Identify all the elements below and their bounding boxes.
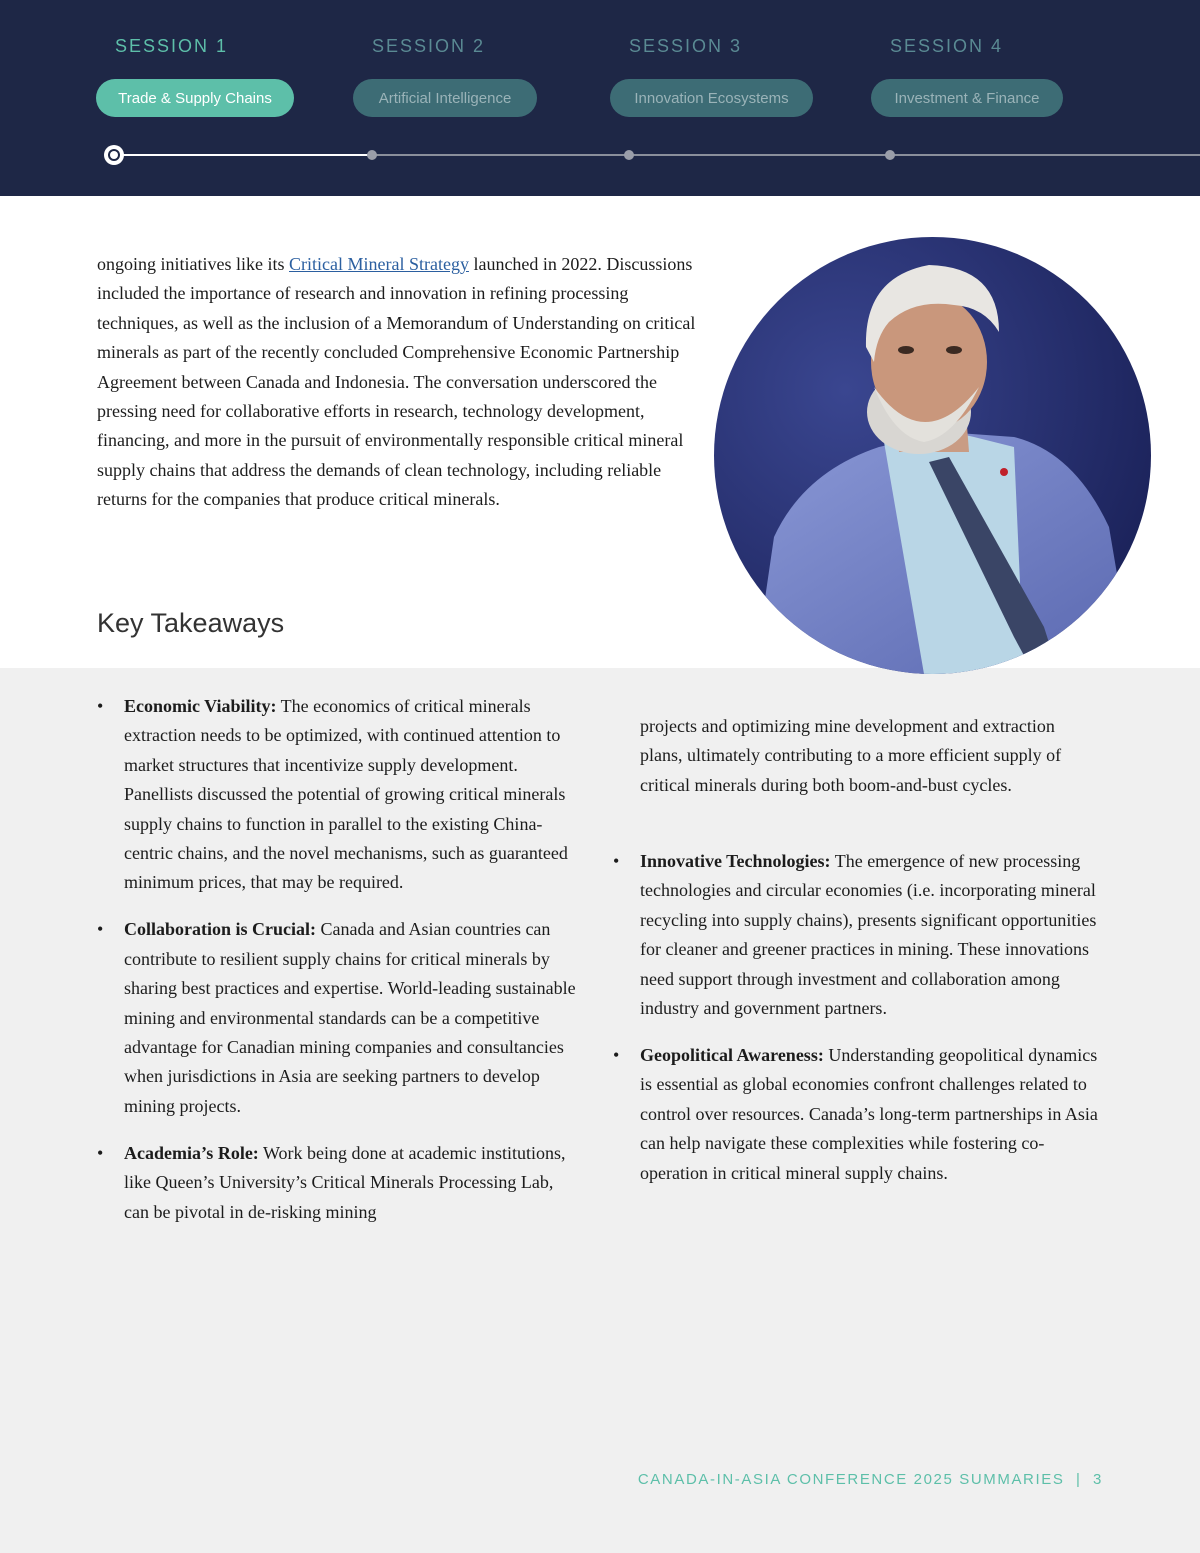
bullet-icon: •	[97, 919, 104, 940]
takeaways-right-column	[613, 847, 1108, 1206]
tab-trade-supply-chains[interactable]: Trade & Supply Chains	[96, 79, 294, 117]
intro-text-before: ongoing initiatives like its	[97, 254, 289, 274]
takeaway-text: Work being done at academic institutions, like Queen’s University’s Critical Minerals Processing Lab, can be pivotal in de-risking mining	[124, 1142, 566, 1222]
takeaway-term: Geopolitical Awareness:	[640, 1045, 824, 1066]
footer-title: CANADA-IN-ASIA CONFERENCE 2025 SUMMARIES	[637, 1471, 1065, 1488]
timeline-progress	[114, 154, 372, 156]
takeaways-left-column	[97, 692, 577, 1245]
bullet-icon: •	[613, 1045, 620, 1066]
takeaway-text: Understanding geopolitical dynamics is essential as global economies confront challenges related to control over resources. Canada’s long-term partnerships in Asia can help navigate these complexities while fostering co-operation in critical mineral supply chains.	[640, 1045, 1098, 1183]
session-4-label: SESSION 4	[890, 36, 1004, 56]
takeaway-continuation: projects and optimizing mine development and extraction plans, ultimately contributing to a more efficient supply of critical minerals during both boom-and-bust cycles.	[640, 716, 1062, 795]
bullet-icon: •	[97, 1142, 104, 1163]
timeline-track	[372, 154, 1200, 156]
list-item	[97, 915, 577, 1121]
key-takeaways-heading: Key Takeaways	[97, 608, 285, 638]
list-item	[97, 1139, 577, 1227]
takeaway-text: The economics of critical minerals extraction needs to be optimized, with continued attention to market structures that incentivize supply development. Panellists discussed the potential of growing critical minerals supply chains to function in parallel to the existing China-centric chains, and the novel mechanisms, such as guaranteed minimum prices, that may be required.	[124, 696, 568, 893]
takeaway-term: Collaboration is Crucial:	[124, 919, 316, 940]
takeaway-text: Canada and Asian countries can contribute to resilient supply chains for critical minerals by sharing best practices and expertise. World-leading sustainable mining and environmental standards can be a competitive advantage for Canadian mining companies and consultancies when jurisdictions in Asia are seeking partners to develop mining projects.	[124, 919, 576, 1116]
intro-text-after: launched in 2022. Discussions included the importance of research and innovation in refining processing techniques, as well as the inclusion of a Memorandum of Understanding on critical minerals as part of the recently concluded Comprehensive Economic Partnership Agreement between Canada and Indonesia. The conversation underscored the pressing need for collaborative efforts in research, technology development, financing, and more in the pursuit of environmentally responsible critical mineral supply chains that address the demands of clean technology, including reliable returns for the companies that produce critical minerals.	[97, 254, 696, 510]
tab-innovation-ecosystems[interactable]: Innovation Ecosystems	[610, 79, 813, 117]
session-navigation	[0, 0, 1200, 196]
timeline-current-marker[interactable]	[104, 145, 124, 165]
timeline-marker-3[interactable]	[624, 150, 634, 160]
speaker-portrait-icon	[714, 237, 1151, 674]
bullet-icon: •	[613, 851, 620, 871]
timeline-marker-4[interactable]	[885, 150, 895, 160]
critical-mineral-strategy-link[interactable]: Critical Mineral Strategy	[289, 254, 469, 274]
intro-paragraph	[97, 250, 697, 515]
page-footer	[638, 1471, 1103, 1488]
footer-separator: |	[1076, 1471, 1082, 1488]
page-number: 3	[1093, 1471, 1103, 1488]
bullet-icon: •	[97, 696, 104, 716]
list-item	[613, 847, 1108, 1023]
takeaway-term: Economic Viability:	[124, 696, 277, 716]
list-item	[613, 1041, 1108, 1188]
timeline-marker-2[interactable]	[367, 150, 377, 160]
takeaway-term: Innovative Technologies:	[640, 851, 831, 871]
list-item	[97, 692, 577, 898]
session-1-label: SESSION 1	[115, 36, 229, 56]
session-3-label: SESSION 3	[629, 36, 743, 56]
takeaway-text: The emergence of new processing technologies and circular economies (i.e. incorporating mineral recycling into supply chains), presents significant opportunities for cleaner and greener practices in mining. These innovations need support through investment and collaboration among industry and government partners.	[640, 851, 1097, 1019]
tab-investment-finance[interactable]: Investment & Finance	[871, 79, 1063, 117]
tab-artificial-intelligence[interactable]: Artificial Intelligence	[353, 79, 537, 117]
session-2-label: SESSION 2	[372, 36, 486, 56]
takeaway-term: Academia’s Role:	[124, 1142, 259, 1163]
